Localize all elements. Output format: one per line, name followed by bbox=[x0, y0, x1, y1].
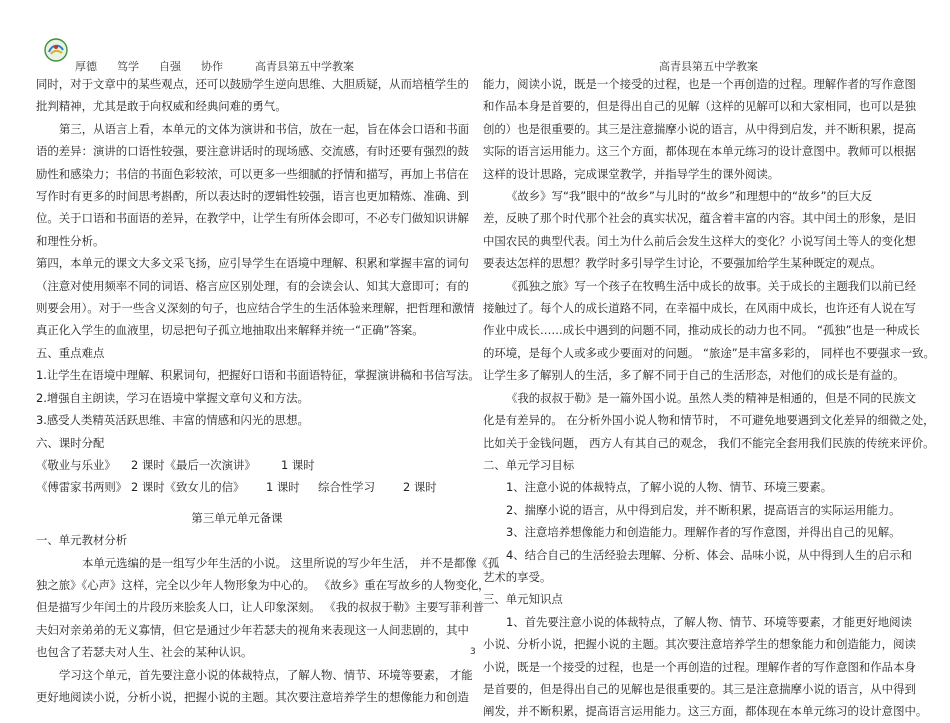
text-line: 则要会用）。对于一些含义深刻的句子，也应结合学生的生活体验来理解，把哲理和激情 bbox=[36, 301, 475, 316]
text-line: 中国农民的典型代表。闰土为什么前后会发生这样大的变化？小说写闰土等人的变化想 bbox=[483, 233, 916, 248]
text-line: 独之旅》《心声》这样，完全以少年人物形象为中心的。 《故乡》重在写故乡的人物变化， bbox=[36, 577, 490, 592]
text-line: 真正化入学生的血液里，切忌把句子孤立地抽取出来解释并统一“正确”答案。 bbox=[36, 323, 424, 338]
text-line: 《我的叔叔于勒》是一篇外国小说。虽然人类的精神是相通的，但是不同的民族文 bbox=[506, 390, 917, 405]
section-heading: 一、单元教材分析 bbox=[36, 533, 128, 548]
text-line: 3.感受人类精英活跃思维、丰富的情感和闪光的思想。 bbox=[36, 413, 309, 428]
left-column bbox=[36, 73, 500, 708]
text-line: 但是描写少年闰土的片段历来脍炙人口，让人印象深刻。 《我的叔叔于勒》主要写菲利普 bbox=[36, 600, 484, 615]
text-line: 批判精神，尤其是敢于向权威和经典问难的勇气。 bbox=[36, 99, 287, 114]
text-line: 《故乡》写“我”眼中的“故乡”与儿时的“故乡”和理想中的“故乡”的巨大反 bbox=[506, 189, 873, 204]
goal-item: 4、结合自己的生活经验去理解、分析、体会、品味小说，从中得到人生的启示和 bbox=[506, 547, 912, 562]
schedule-row bbox=[36, 454, 438, 476]
text-line: 比如关于金钱问题， 西方人有其自己的观念， 我们不能完全套用我们民族的传统来评价。 bbox=[483, 435, 935, 450]
text-line: 位。关于口语和书面语的差异，在教学中，让学生有所体会即可，不必专门做知识讲解 bbox=[36, 211, 469, 226]
schedule-cell: 2 课时《致女儿的信》 bbox=[131, 480, 245, 495]
motto-word: 自强 bbox=[159, 60, 181, 73]
text-line: 接触过了。每个人的成长道路不同，在幸福中成长，在风雨中成长，也许还有人说在写 bbox=[483, 301, 916, 316]
text-line: 化是有差异的。 在分析外国小说人物和情节时， 不可避免地要遇到文化差异的细微之处， bbox=[483, 413, 935, 428]
text-line: 第三，从语言上看，本单元的文体为演讲和书信，放在一起，旨在体会口语和书面 bbox=[59, 121, 470, 136]
text-line: （注意对使用频率不同的词语、格言应区别处理，有的会读会认、知其大意即可；有的 bbox=[36, 278, 469, 293]
text-line: 作业中成长……成长中遇到的问题不同，推动成长的动力也不同。 “孤独”也是一种成长 bbox=[483, 323, 920, 338]
text-line: 是首要的，但是得出自己的见解也是很重要的。其三是注意揣摩小说的语言，从中得到 bbox=[483, 681, 916, 696]
schedule-cell: 2 课时《最后一次演讲》 bbox=[131, 457, 256, 472]
goal-item: 2、揣摩小说的语言，从中得到启发，并不断积累，提高语言的实际运用能力。 bbox=[506, 502, 901, 517]
text-line: 这样的设计思路，完成课堂教学，并指导学生的课外阅读。 bbox=[483, 166, 780, 181]
text-line: 更好地阅读小说，分析小说，把握小说的主题。其次要注意培养学生的想像能力和创造 bbox=[36, 689, 469, 704]
text-line: 1.让学生在语境中理解、积累词句，把握好口语和书面语特征，掌握演讲稿和书信写法。 bbox=[36, 368, 480, 383]
section-heading: 三、单元知识点 bbox=[483, 592, 563, 607]
school-logo-icon bbox=[44, 38, 68, 62]
text-line: 小说，既是一个接受的过程，也是一个再创造的过程。理解作者的写作意图和作品本身 bbox=[483, 659, 916, 674]
text-line: 《孤独之旅》写一个孩子在牧鸭生活中成长的故事。关于成长的主题我们以前已经 bbox=[506, 278, 917, 293]
unit-title: 第三单元单元备课 bbox=[191, 510, 283, 525]
schedule-cell: 1 课时 bbox=[281, 457, 315, 472]
motto-word: 厚德 bbox=[75, 60, 97, 73]
text-line: 要表达怎样的思想？教学时多引导学生讨论，不要强加给学生某种既定的观点。 bbox=[483, 256, 882, 271]
section-heading: 五、重点难点 bbox=[36, 345, 105, 360]
text-line: 小说、分析小说，把握小说的主题。其次要注意培养学生的想象能力和创造能力，阅读 bbox=[483, 637, 916, 652]
schedule-cell: 《傅雷家书两则》 bbox=[36, 480, 128, 495]
text-line: 语的差异：演讲的口语性较强，要注意讲话时的现场感、交流感，有时还要有强烈的鼓 bbox=[36, 144, 469, 159]
text-line: 本单元选编的是一组写少年生活的小说。 这里所说的写少年生活， 并不是都像《孤 bbox=[82, 555, 500, 570]
page-number: 3 bbox=[470, 647, 476, 657]
header-motto bbox=[75, 60, 243, 74]
text-line: 的环境，是每个人或多或少要面对的问题。 “旅途”是丰富多彩的， 同样也不要强求一致。 bbox=[483, 345, 935, 360]
text-line: 和作品本身是首要的，但是得出自己的见解（这样的见解可以和大家相同，也可以是独 bbox=[483, 99, 916, 114]
text-line: 也包含了若瑟夫对人生、社会的某种认识。 bbox=[36, 645, 253, 660]
text-line: 差，反映了那个时代那个社会的真实状况，蕴含着丰富的内容。其中闰土的形象，是旧 bbox=[483, 211, 916, 226]
schedule-cell: 《敬业与乐业》 bbox=[36, 457, 116, 472]
text-line: 让学生多了解别人的生活，多了解不同于自己的生活形态，对他们的成长是有益的。 bbox=[483, 368, 905, 383]
text-line: 2.增强自主朗读，学习在语境中掌握文章句义和方法。 bbox=[36, 390, 309, 405]
schedule-row bbox=[36, 476, 438, 498]
text-line: 第四，本单元的课文大多文采飞扬，应引导学生在语境中理解、积累和掌握丰富的词句 bbox=[36, 256, 469, 271]
goal-item: 1、注意小说的体裁特点，了解小说的人物、情节、环境三要素。 bbox=[506, 480, 833, 495]
schedule-cell: 2 课时 bbox=[403, 480, 437, 495]
text-line: 创的）也是很重要的。其三是注意揣摩小说的语言，从中得到启发，并不断积累，提高 bbox=[483, 121, 916, 136]
motto-word: 协作 bbox=[201, 60, 223, 73]
header-school-left: 高青县第五中学教案 bbox=[255, 60, 354, 73]
header-school-right: 高青县第五中学教案 bbox=[659, 60, 758, 73]
section-heading: 六、课时分配 bbox=[36, 435, 105, 450]
right-column bbox=[483, 73, 935, 723]
text-line: 夫妇对亲弟弟的无义寡情，但它是通过少年若瑟夫的视角来表现这一人间悲剧的，其中 bbox=[36, 622, 469, 637]
text-line: 和理性分析。 bbox=[36, 233, 105, 248]
text-line: 励性和感染力；书信的书面色彩较浓，可以更多一些细腻的抒情和描写，再加上书信在 bbox=[36, 166, 469, 181]
text-line: 阐发，并不断积累，提高语言运用能力。这三方面，都体现在本单元练习的设计意图中。 bbox=[483, 704, 928, 719]
text-line: 写作时有更多的时间思考斟酌，所以表达时的逻辑性较强，语言也更加精炼、准确、到 bbox=[36, 189, 469, 204]
text-line: 艺术的享受。 bbox=[483, 569, 552, 584]
schedule-cell: 1 课时 bbox=[266, 480, 300, 495]
motto-word: 笃学 bbox=[117, 60, 139, 73]
text-line: 能力，阅读小说，既是一个接受的过程，也是一个再创造的过程。理解作者的写作意图 bbox=[483, 77, 916, 91]
text-line: 同时，对于文章中的某些观点，还可以鼓励学生逆向思维、大胆质疑，从而培植学生的 bbox=[36, 77, 469, 91]
section-heading: 二、单元学习目标 bbox=[483, 457, 575, 472]
text-line: 学习这个单元，首先要注意小说的体裁特点，了解人物、情节、环境等要素， 才能 bbox=[59, 667, 473, 682]
goal-item: 3、注意培养想像能力和创造能力。理解作者的写作意图，并得出自己的见解。 bbox=[506, 525, 901, 540]
schedule-cell: 综合性学习 bbox=[318, 480, 375, 495]
text-line: 实际的语言运用能力。这三个方面，都体现在本单元练习的设计意图中。教师可以根据 bbox=[483, 144, 916, 159]
text-line: 1、首先要注意小说的体裁特点，了解人物、情节、环境等要素，才能更好地阅读 bbox=[506, 614, 912, 629]
